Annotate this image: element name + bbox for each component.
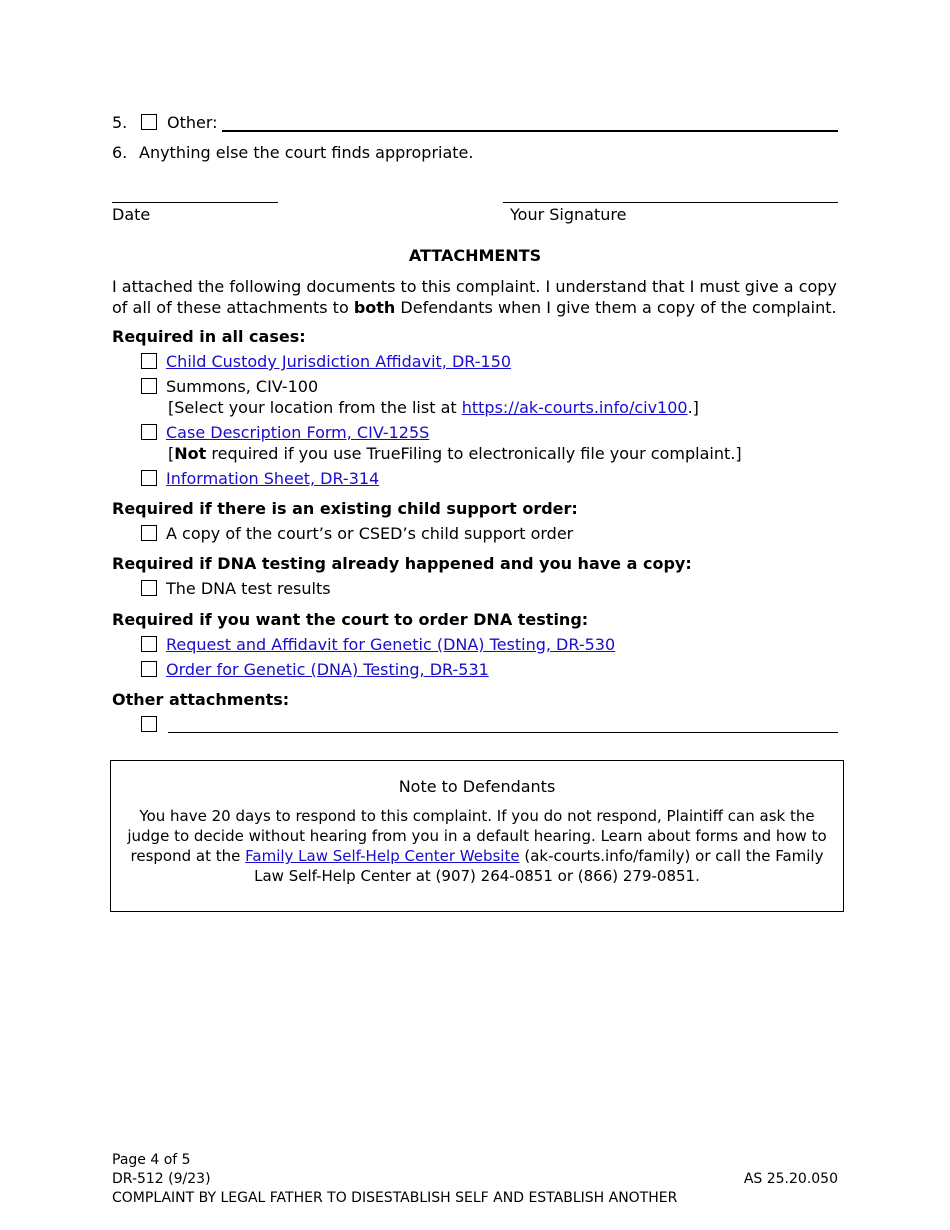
affidavit-link[interactable]: Child Custody Jurisdiction Affidavit, DR-150: [166, 352, 512, 371]
dna-request-link[interactable]: Request and Affidavit for Genetic (DNA) Testing, DR-530: [166, 635, 616, 654]
required-all-heading: Required in all cases:: [112, 327, 306, 346]
note-title: Note to Defendants: [398, 777, 556, 796]
other-checkbox[interactable]: [141, 114, 157, 130]
case-description-checkbox[interactable]: [141, 424, 157, 440]
child-support-label: A copy of the court’s or CSED’s child support order: [166, 524, 574, 543]
dna-results-label: The DNA test results: [166, 579, 331, 598]
dna-happened-heading: Required if DNA testing already happened and you have a copy:: [112, 554, 692, 573]
date-label: Date: [112, 205, 151, 224]
intro-part2: Defendants when I give them a copy of the complaint.: [395, 298, 837, 317]
affidavit-checkbox[interactable]: [141, 353, 157, 369]
dna-order-link[interactable]: Order for Genetic (DNA) Testing, DR-531: [166, 660, 489, 679]
case-note-bold: Not: [174, 444, 207, 463]
child-support-checkbox[interactable]: [141, 525, 157, 541]
dna-results-checkbox[interactable]: [141, 580, 157, 596]
note-body-pre: You have 20 days to respond to this complaint. If you do not respond, Plaintiff can ask the judge to decide without hearing from you in a default hearing. Learn about forms and how to respond at the: [127, 807, 827, 865]
item-5-number: 5.: [112, 113, 128, 132]
note-to-defendants-box: [110, 760, 844, 912]
attachments-intro: [112, 276, 838, 318]
dna-order-checkbox[interactable]: [141, 661, 157, 677]
other-input-line[interactable]: [222, 130, 838, 132]
statute: AS 25.20.050: [743, 1171, 838, 1187]
date-line[interactable]: [112, 202, 278, 203]
dna-request-checkbox[interactable]: [141, 636, 157, 652]
signature-label: Your Signature: [510, 205, 627, 224]
attachments-title: ATTACHMENTS: [408, 246, 542, 265]
civ100-link[interactable]: https://ak-courts.info/civ100: [461, 398, 688, 417]
case-description-note: [168, 444, 742, 463]
item-6-number: 6.: [112, 143, 128, 162]
other-label: Other:: [167, 113, 218, 132]
child-support-heading: Required if there is an existing child support order:: [112, 499, 578, 518]
other-attachments-heading: Other attachments:: [112, 690, 290, 709]
summons-note-pre: [Select your location from the list at: [168, 398, 462, 417]
intro-part1: I attached the following documents to this complaint. I understand that I must give a copy of all of these attachments to: [112, 277, 837, 317]
form-number: DR-512 (9/23): [112, 1171, 211, 1187]
form-title: COMPLAINT BY LEGAL FATHER TO DISESTABLISH SELF AND ESTABLISH ANOTHER: [112, 1190, 678, 1206]
dna-order-heading: Required if you want the court to order DNA testing:: [112, 610, 589, 629]
signature-line[interactable]: [503, 202, 838, 203]
summons-label: Summons, CIV-100: [166, 377, 319, 396]
case-note-rest: required if you use TrueFiling to electronically file your complaint.]: [206, 444, 742, 463]
summons-note: [168, 398, 699, 417]
case-note-open: [: [168, 444, 175, 463]
summons-note-post: .]: [687, 398, 699, 417]
intro-bold: both: [353, 298, 396, 317]
item-6-text: Anything else the court finds appropriate.: [139, 143, 474, 162]
note-body-post: (ak-courts.info/family) or call the Family Law Self-Help Center at (907) 264-0851 or (866) 279-0851.: [254, 847, 824, 885]
info-sheet-checkbox[interactable]: [141, 470, 157, 486]
note-body: [123, 806, 831, 886]
self-help-link[interactable]: Family Law Self-Help Center Website: [245, 847, 520, 865]
other-attachment-line[interactable]: [168, 732, 838, 733]
page-number: Page 4 of 5: [112, 1152, 191, 1168]
other-attachment-checkbox[interactable]: [141, 716, 157, 732]
summons-checkbox[interactable]: [141, 378, 157, 394]
case-description-link[interactable]: Case Description Form, CIV-125S: [166, 423, 430, 442]
info-sheet-link[interactable]: Information Sheet, DR-314: [166, 469, 380, 488]
